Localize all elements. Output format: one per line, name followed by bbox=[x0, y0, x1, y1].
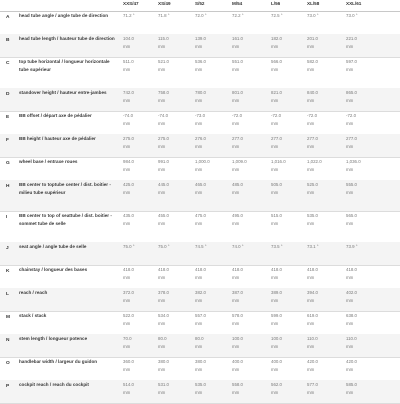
cell-value: 400.0 mm bbox=[232, 359, 243, 372]
cell-value: 201.0 mm bbox=[307, 36, 318, 49]
row-letter: K bbox=[6, 269, 10, 274]
cell-value: 139.0 mm bbox=[195, 36, 206, 49]
cell-value: 425.0 mm bbox=[123, 182, 134, 195]
cell-value: 418.0 mm bbox=[232, 267, 243, 280]
cell-value: 276.0 mm bbox=[195, 136, 206, 149]
row-label: chainstay / longueur des bases bbox=[19, 267, 88, 272]
table-row bbox=[0, 265, 400, 289]
cell-value: 418.0 mm bbox=[271, 267, 282, 280]
cell-value: 435.0 mm bbox=[123, 213, 134, 226]
cell-value: 394.0 mm bbox=[307, 290, 318, 303]
table-row bbox=[0, 211, 400, 243]
cell-value: 277.0 mm bbox=[307, 136, 318, 149]
cell-value: 455.0 mm bbox=[158, 213, 169, 226]
row-letter: L bbox=[6, 292, 9, 297]
cell-value: 71.8 ° bbox=[158, 13, 170, 18]
cell-value: 465.0 mm bbox=[195, 182, 206, 195]
cell-value: 597.0 mm bbox=[346, 59, 357, 72]
row-label: stem length / longueur potence bbox=[19, 336, 88, 341]
cell-value: 387.0 mm bbox=[232, 290, 243, 303]
row-letter: M bbox=[6, 315, 10, 320]
cell-value: 536.0 mm bbox=[195, 59, 206, 72]
cell-value: 80.0 mm bbox=[195, 336, 204, 349]
cell-value: -72.0 mm bbox=[307, 113, 318, 126]
cell-value: 275.0 mm bbox=[158, 136, 169, 149]
cell-value: 104.0 mm bbox=[123, 36, 134, 49]
table-row bbox=[0, 180, 400, 212]
table-row bbox=[0, 242, 400, 266]
cell-value: 73.5 ° bbox=[271, 244, 283, 249]
cell-value: 80.0 mm bbox=[158, 336, 167, 349]
cell-value: 991.0 mm bbox=[158, 159, 169, 172]
cell-value: 420.0 mm bbox=[307, 359, 318, 372]
row-letter: O bbox=[6, 361, 10, 366]
row-letter: J bbox=[6, 246, 9, 251]
cell-value: 551.0 mm bbox=[232, 59, 243, 72]
cell-value: 984.0 mm bbox=[123, 159, 134, 172]
cell-value: 182.0 mm bbox=[271, 36, 282, 49]
cell-value: 495.0 mm bbox=[232, 213, 243, 226]
row-label: seat angle / angle tube de selle bbox=[19, 244, 87, 249]
table-row bbox=[0, 311, 400, 335]
table-row bbox=[0, 57, 400, 89]
cell-value: 380.0 mm bbox=[195, 359, 206, 372]
cell-value: 535.0 mm bbox=[195, 382, 206, 395]
row-label: BB center to toptube center / dist. boitier - milieu tube supérieur bbox=[19, 182, 111, 195]
row-label: handlebar width / largeur du guidon bbox=[19, 359, 98, 364]
cell-value: 445.0 mm bbox=[158, 182, 169, 195]
cell-value: 1,022.0 mm bbox=[307, 159, 322, 172]
row-letter: D bbox=[6, 92, 10, 97]
cell-value: 562.0 mm bbox=[271, 382, 282, 395]
cell-value: 100.0 mm bbox=[232, 336, 243, 349]
cell-value: 522.0 mm bbox=[123, 313, 134, 326]
cell-value: 638.0 mm bbox=[346, 313, 357, 326]
cell-value: 110.0 mm bbox=[346, 336, 357, 349]
cell-value: 758.0 mm bbox=[158, 90, 169, 103]
table-row bbox=[0, 34, 400, 58]
cell-value: 535.0 mm bbox=[307, 213, 318, 226]
cell-value: 780.0 mm bbox=[195, 90, 206, 103]
cell-value: 73.0 ° bbox=[346, 13, 358, 18]
column-header: XXS/47 bbox=[123, 1, 139, 6]
cell-value: 1,016.0 mm bbox=[271, 159, 286, 172]
cell-value: 742.0 mm bbox=[123, 90, 134, 103]
cell-value: 557.0 mm bbox=[195, 313, 206, 326]
cell-value: 277.0 mm bbox=[346, 136, 357, 149]
cell-value: 475.0 mm bbox=[195, 213, 206, 226]
cell-value: 372.0 mm bbox=[123, 290, 134, 303]
cell-value: 599.0 mm bbox=[271, 313, 282, 326]
cell-value: 534.0 mm bbox=[158, 313, 169, 326]
cell-value: -72.0 mm bbox=[232, 113, 243, 126]
cell-value: 582.0 mm bbox=[307, 59, 318, 72]
cell-value: 1,000.0 mm bbox=[195, 159, 210, 172]
cell-value: 801.0 mm bbox=[232, 90, 243, 103]
cell-value: 525.0 mm bbox=[307, 182, 318, 195]
cell-value: 578.0 mm bbox=[232, 313, 243, 326]
cell-value: 619.0 mm bbox=[307, 313, 318, 326]
cell-value: 110.0 mm bbox=[307, 336, 318, 349]
cell-value: 531.0 mm bbox=[158, 382, 169, 395]
cell-value: 400.0 mm bbox=[271, 359, 282, 372]
row-label: BB center to top of seattube / dist. boitier - sommet tube de selle bbox=[19, 213, 112, 226]
cell-value: 74.5 ° bbox=[195, 244, 207, 249]
row-letter: N bbox=[6, 338, 10, 343]
cell-value: 521.0 mm bbox=[158, 59, 169, 72]
cell-value: 565.0 mm bbox=[346, 213, 357, 226]
cell-value: 70.0 mm bbox=[123, 336, 132, 349]
cell-value: 585.0 mm bbox=[346, 382, 357, 395]
row-label: BB height / hauteur axe de pédalier bbox=[19, 136, 96, 141]
row-letter: E bbox=[6, 115, 10, 120]
cell-value: 515.0 mm bbox=[271, 213, 282, 226]
cell-value: 840.0 mm bbox=[307, 90, 318, 103]
cell-value: 505.0 mm bbox=[271, 182, 282, 195]
cell-value: 514.0 mm bbox=[123, 382, 134, 395]
column-header: XXL/61 bbox=[346, 1, 362, 6]
row-letter: F bbox=[6, 138, 9, 143]
table-row bbox=[0, 288, 400, 312]
cell-value: 511.0 mm bbox=[123, 59, 134, 72]
cell-value: 566.0 mm bbox=[271, 59, 282, 72]
cell-value: 420.0 mm bbox=[346, 359, 357, 372]
row-label: top tube horizontal / longueur horizontale tube supérieur bbox=[19, 59, 110, 72]
cell-value: 277.0 mm bbox=[232, 136, 243, 149]
cell-value: 378.0 mm bbox=[158, 290, 169, 303]
cell-value: 360.0 mm bbox=[123, 359, 134, 372]
cell-value: 75.0 ° bbox=[158, 244, 170, 249]
table-row bbox=[0, 357, 400, 381]
cell-value: 275.0 mm bbox=[123, 136, 134, 149]
cell-value: -73.0 mm bbox=[195, 113, 206, 126]
column-header: M/54 bbox=[232, 1, 243, 6]
cell-value: 100.0 mm bbox=[271, 336, 282, 349]
row-letter: B bbox=[6, 38, 10, 43]
row-label: head tube length / hauteur tube de direction bbox=[19, 36, 115, 41]
cell-value: 74.0 ° bbox=[232, 244, 244, 249]
row-letter: I bbox=[6, 215, 8, 220]
table-row bbox=[0, 134, 400, 158]
column-header: S/52 bbox=[195, 1, 205, 6]
row-letter: C bbox=[6, 61, 10, 66]
cell-value: 555.0 mm bbox=[346, 182, 357, 195]
cell-value: 389.0 mm bbox=[271, 290, 282, 303]
cell-value: 402.0 mm bbox=[346, 290, 357, 303]
table-row bbox=[0, 111, 400, 135]
cell-value: 418.0 mm bbox=[307, 267, 318, 280]
cell-value: 558.0 mm bbox=[232, 382, 243, 395]
cell-value: 485.0 mm bbox=[232, 182, 243, 195]
cell-value: 1,036.0 mm bbox=[346, 159, 361, 172]
cell-value: 72.0 ° bbox=[195, 13, 207, 18]
table-row bbox=[0, 157, 400, 181]
column-header: L/56 bbox=[271, 1, 281, 6]
cell-value: 821.0 mm bbox=[271, 90, 282, 103]
cell-value: 72.5 ° bbox=[271, 13, 283, 18]
cell-value: 577.0 mm bbox=[307, 382, 318, 395]
row-label: wheel base / entraxe roues bbox=[19, 159, 78, 164]
cell-value: 75.0 ° bbox=[123, 244, 135, 249]
row-label: stack / stack bbox=[19, 313, 47, 318]
row-letter: H bbox=[6, 184, 10, 189]
cell-value: 73.9 ° bbox=[346, 244, 358, 249]
row-letter: P bbox=[6, 384, 10, 389]
cell-value: 382.0 mm bbox=[195, 290, 206, 303]
row-label: cockpit reach / reach du cockpit bbox=[19, 382, 89, 387]
cell-value: 380.0 mm bbox=[158, 359, 169, 372]
cell-value: -72.0 mm bbox=[346, 113, 357, 126]
row-label: BB offset / départ axe de pédalier bbox=[19, 113, 92, 118]
row-label: standover height / hauteur entre-jambes bbox=[19, 90, 107, 95]
cell-value: 221.0 mm bbox=[346, 36, 357, 49]
column-header: XS/49 bbox=[158, 1, 171, 6]
cell-value: 418.0 mm bbox=[123, 267, 134, 280]
row-letter: G bbox=[6, 161, 10, 166]
cell-value: 72.2 ° bbox=[232, 13, 244, 18]
cell-value: 1,009.0 mm bbox=[232, 159, 247, 172]
cell-value: 161.0 mm bbox=[232, 36, 243, 49]
cell-value: 73.1 ° bbox=[307, 244, 319, 249]
cell-value: 115.0 mm bbox=[158, 36, 169, 49]
cell-value: -74.0 mm bbox=[123, 113, 134, 126]
cell-value: 418.0 mm bbox=[195, 267, 206, 280]
table-row bbox=[0, 11, 400, 35]
cell-value: 73.0 ° bbox=[307, 13, 319, 18]
column-header: XL/58 bbox=[307, 1, 320, 6]
cell-value: -74.0 mm bbox=[158, 113, 169, 126]
cell-value: 71.2 ° bbox=[123, 13, 135, 18]
row-label: reach / reach bbox=[19, 290, 48, 295]
table-row bbox=[0, 334, 400, 358]
table-row bbox=[0, 380, 400, 404]
table-row bbox=[0, 88, 400, 112]
row-label: head tube angle / angle tube de direction bbox=[19, 13, 109, 18]
cell-value: -72.0 mm bbox=[271, 113, 282, 126]
row-letter: A bbox=[6, 15, 10, 20]
cell-value: 865.0 mm bbox=[346, 90, 357, 103]
cell-value: 418.0 mm bbox=[158, 267, 169, 280]
cell-value: 418.0 mm bbox=[346, 267, 357, 280]
cell-value: 277.0 mm bbox=[271, 136, 282, 149]
